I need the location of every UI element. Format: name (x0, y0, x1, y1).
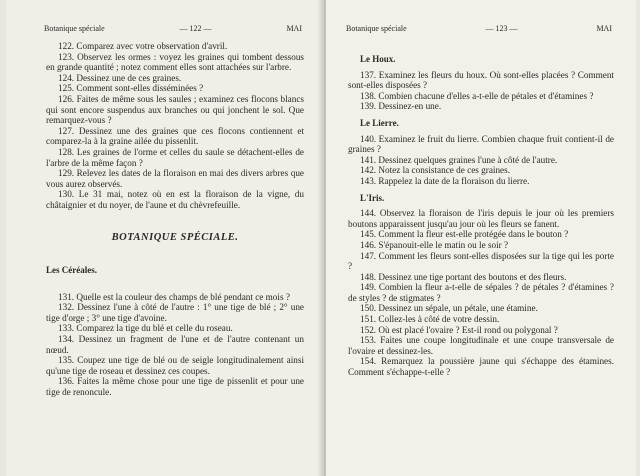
paragraph: 148. Dessinez une tige portant des boutons et des fleurs. (360, 271, 567, 282)
paragraph: 125. Comment sont-elles disséminées ? (58, 83, 204, 94)
paragraph: 130. Le 31 mai, notez où en est la floraison de la vigne, du châtaignier et du noyer, de l'aune et du chèvrefeuille. (46, 189, 304, 210)
paragraph: 138. Combien chacune d'elles a-t-elle de pétales et d'étamines ? (360, 90, 594, 101)
running-title: Botanique spéciale (44, 24, 105, 33)
page-number: — 122 — (179, 24, 212, 33)
paragraph: 132. Dessinez l'une à côté de l'autre : 1° une tige de blé ; 2° une tige d'orge ; 3° une tige d'avoine. (46, 302, 304, 323)
page-number: — 123 — (485, 24, 518, 33)
paragraph: 142. Notez la consistance de ces graines. (360, 165, 511, 176)
paragraph: 134. Dessinez un fragment de l'une et de l'autre contenant un nœud. (46, 334, 304, 355)
paragraph: 137. Examinez les fleurs du houx. Où sont-elles placées ? Comment sont-elles disposées ? (348, 69, 614, 91)
left-page (6, 0, 324, 476)
paragraph: 135. Coupez une tige de blé ou de seigle longitudinalement ainsi qu'une tige de roseau et dessinez ces coupes. (46, 355, 304, 376)
section-heading: Le Lierre. (360, 117, 399, 128)
paragraph: 139. Dessinez-en une. (360, 101, 442, 112)
subheading: Les Céréales. (46, 265, 97, 276)
paragraph: 122. Comparez avec votre observation d'avril. (58, 41, 228, 51)
paragraph: 127. Dessinez une des graines que ces flocons contiennent et comparez-la à la graine ailée du pissenlit. (46, 125, 304, 147)
paragraph: 149. Combien la fleur a-t-elle de sépales ? de pétales ? d'étamines ? de styles ? de stigmates ? (348, 282, 614, 303)
paragraph: 136. Faites la même chose pour une tige de pissenlit et pour une tige de renoncule. (46, 376, 304, 398)
section-heading: Le Houx. (360, 54, 396, 64)
paragraph: 151. Collez-les à côté de votre dessin. (360, 314, 500, 325)
month-label: MAI (596, 24, 612, 33)
left-page-header (44, 24, 302, 33)
right-page-body (348, 48, 614, 378)
paragraph: 124. Dessinez une de ces graines. (58, 72, 182, 83)
paragraph: 143. Rappelez la date de la floraison du lierre. (360, 175, 530, 186)
left-page-body (46, 41, 304, 398)
paragraph: 144. Observez la floraison de l'iris depuis le jour où les premiers boutons apparaissent jusqu'au jour où les fleurs se fanent. (348, 208, 614, 229)
section-heading: L'Iris. (360, 192, 385, 203)
section-title: BOTANIQUE SPÉCIALE. (111, 231, 239, 243)
paragraph: 153. Faites une coupe longitudinale et une coupe transversale de l'ovaire et dessinez-les. (348, 335, 614, 356)
paragraph: 129. Relevez les dates de la floraison en mai des divers arbres que vous aurez observés. (46, 168, 304, 189)
paragraph: 133. Comparez la tige du blé et celle du roseau. (58, 323, 233, 334)
paragraph: 126. Faites de même sous les saules ; examinez ces flocons blancs qui sont encore suspendus aux branches ou qui jonchent le sol. Que remarquez-vous ? (46, 93, 304, 126)
paragraph: 150. Dessinez un sépale, un pétale, une étamine. (360, 303, 538, 314)
paragraph: 128. Les graines de l'orme et celles du saule se détachent-elles de l'arbre de la même façon ? (46, 146, 304, 168)
paragraph: 152. Où est placé l'ovaire ? Est-il rond ou polygonal ? (360, 324, 558, 335)
paragraph: 145. Comment la fleur est-elle protégée dans le bouton ? (360, 229, 569, 240)
right-page-header (346, 24, 612, 33)
paragraph: 123. Observez les ormes : voyez les graines qui tombent dessous en grande quantité ; notez comment elles sont attachées sur l'arbre. (46, 51, 304, 73)
paragraph: 131. Quelle est la couleur des champs de blé pendant ce mois ? (58, 291, 290, 302)
month-label: MAI (286, 24, 302, 33)
paragraph: 140. Examinez le fruit du lierre. Combien chaque fruit contient-il de graines ? (348, 133, 614, 155)
right-page (326, 0, 636, 476)
paragraph: 147. Comment les fleurs sont-elles disposées sur la tige qui les porte ? (348, 250, 614, 272)
paragraph: 146. S'épanouit-elle le matin ou le soir ? (360, 239, 509, 250)
running-title: Botanique spéciale (346, 24, 407, 33)
paragraph: 141. Dessinez quelques graines l'une à côté de l'autre. (360, 154, 558, 165)
paragraph: 154. Remarquez la poussière jaune qui s'échappe des étamines. Comment s'échappe-t-elle ? (348, 356, 614, 378)
